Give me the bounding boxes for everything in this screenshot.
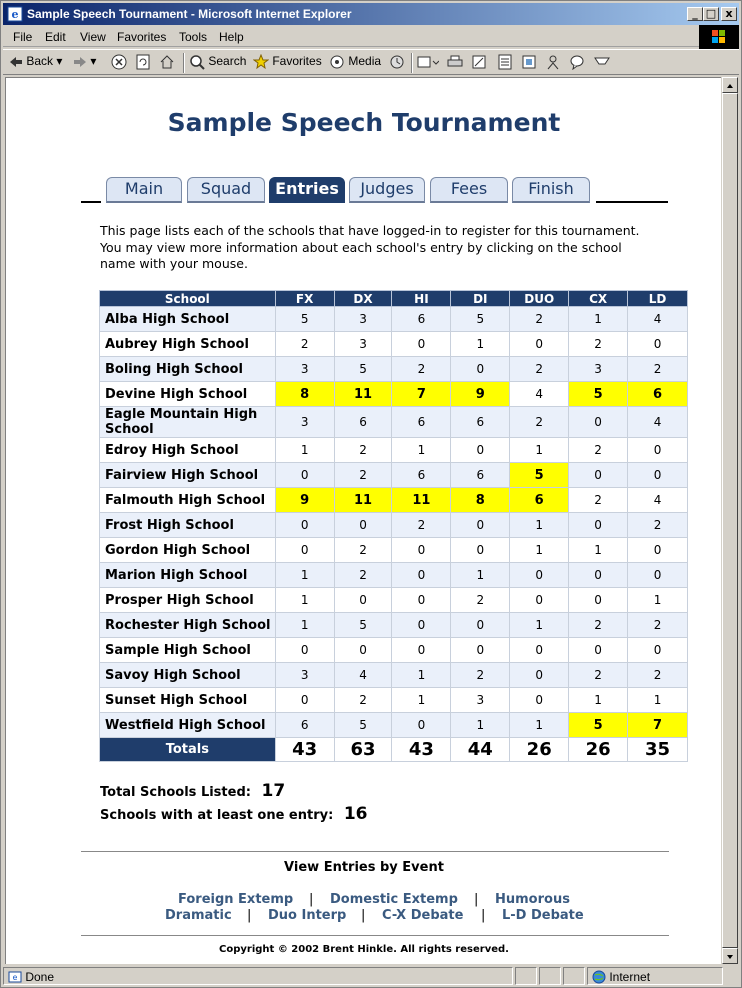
entry-count-cell: 2 [451,663,510,688]
entry-count-cell: 2 [334,538,392,563]
entry-count-cell: 0 [510,588,569,613]
entry-count-cell: 0 [451,613,510,638]
school-name-link[interactable]: Aubrey High School [100,332,276,357]
header-school: School [100,291,276,307]
copyright: Copyright © 2002 Brent Hinkle. All rights reserved. [219,944,509,955]
messenger-button[interactable] [545,54,561,72]
entry-schools-value: 16 [343,804,368,824]
entry-count-cell: 1 [392,438,451,463]
link-separator: | [474,892,479,907]
tab-entries[interactable]: Entries [269,177,345,203]
school-name-link[interactable]: Prosper High School [100,588,276,613]
divider-top [81,851,669,852]
entry-count-cell: 0 [392,332,451,357]
entry-count-cell: 2 [569,332,628,357]
entry-count-cell: 0 [451,438,510,463]
entry-count-cell: 0 [392,538,451,563]
tab-main[interactable]: Main [106,177,182,203]
school-name-link[interactable]: Rochester High School [100,613,276,638]
discuss-icon [497,54,513,70]
entry-count-cell: 3 [275,407,334,438]
entry-count-cell: 5 [334,357,392,382]
entry-schools-label: Schools with at least one entry: [100,808,334,823]
messenger-icon [545,54,561,70]
favorites-label: Favorites [272,54,322,69]
research-button[interactable] [521,54,537,72]
entry-count-cell: 2 [392,357,451,382]
entry-count-cell: 3 [451,688,510,713]
page-title: Sample Speech Tournament [167,108,561,137]
link-separator: | [361,908,366,923]
menu-favorites[interactable]: Favorites [117,30,167,44]
discuss-button[interactable] [497,54,513,72]
vertical-scrollbar[interactable] [722,77,738,964]
link-separator: | [247,908,252,923]
school-name-link[interactable]: Sample High School [100,638,276,663]
entry-count-cell: 5 [334,613,392,638]
zone-text: Internet [609,970,651,984]
entry-count-cell: 2 [628,613,688,638]
entry-count-cell: 2 [275,332,334,357]
window-title: Sample Speech Tournament - Microsoft Internet Explorer [27,7,352,21]
school-name-link[interactable]: Falmouth High School [100,488,276,513]
entry-count-cell: 2 [334,563,392,588]
tab-squad[interactable]: Squad [187,177,265,203]
entry-count-cell: 0 [392,563,451,588]
entry-count-cell: 6 [451,463,510,488]
school-name-link[interactable]: Marion High School [100,563,276,588]
entry-count-cell: 1 [451,563,510,588]
total-value-cell: 63 [334,738,392,762]
tab-rule-left [81,201,101,203]
entry-count-cell: 2 [569,613,628,638]
entry-count-cell: 0 [569,463,628,488]
entry-count-cell: 2 [334,463,392,488]
header-dx: DX [334,291,392,307]
table-row [100,463,688,488]
header-fx: FX [275,291,334,307]
table-row [100,588,688,613]
entry-count-cell: 6 [628,382,688,407]
tab-finish[interactable]: Finish [512,177,590,203]
entry-count-cell: 0 [569,513,628,538]
total-value-cell: 26 [569,738,628,762]
link-separator: | [481,908,486,923]
menu-file[interactable]: File [13,30,33,44]
entry-count-cell: 0 [392,638,451,663]
entry-schools-stat [100,804,368,824]
table-row [100,688,688,713]
search-icon [189,54,205,70]
entry-count-cell: 5 [569,713,628,738]
entry-count-cell: 6 [275,713,334,738]
table-row [100,307,688,332]
total-value-cell: 43 [275,738,334,762]
mail-icon [417,54,439,70]
home-button[interactable] [159,54,175,72]
entry-count-cell: 3 [275,357,334,382]
entry-count-cell: 2 [451,588,510,613]
entry-count-cell: 0 [628,563,688,588]
link-cx-debate[interactable]: C-X Debate [382,908,464,923]
entry-count-cell: 3 [275,663,334,688]
school-name-link[interactable]: Gordon High School [100,538,276,563]
history-button[interactable] [389,54,405,72]
zone-panel [587,967,723,985]
school-name-link[interactable]: Eagle Mountain High School [100,407,276,438]
search-button[interactable] [189,54,246,72]
view-by-event-heading: View Entries by Event [284,860,444,875]
mail-button[interactable] [417,54,439,72]
back-arrow-icon [9,55,23,69]
entry-count-cell: 1 [510,713,569,738]
entry-count-cell: 0 [510,563,569,588]
svg-text:e: e [11,8,19,21]
total-schools-value: 17 [261,781,286,801]
entry-count-cell: 5 [510,463,569,488]
intro-text: This page lists each of the schools that have logged-in to register for this tournament. You may view more information about each school's entry by clicking on the school name with your mouse. [100,223,640,271]
entry-count-cell: 1 [275,588,334,613]
divider-bottom [81,935,669,936]
entry-count-cell: 0 [451,357,510,382]
table-row [100,513,688,538]
entry-count-cell: 2 [510,307,569,332]
entry-count-cell: 0 [510,638,569,663]
link-ld-debate[interactable]: L-D Debate [502,908,584,923]
entry-count-cell: 1 [510,438,569,463]
entry-count-cell: 6 [510,488,569,513]
table-row [100,638,688,663]
entry-count-cell: 3 [334,307,392,332]
tools-extra-icon [593,54,611,70]
header-hi: HI [392,291,451,307]
link-humorous[interactable]: Humorous [495,892,570,907]
school-name-link[interactable]: Frost High School [100,513,276,538]
entry-count-cell: 5 [569,382,628,407]
tools-extra-button[interactable] [593,54,611,72]
entry-count-cell: 3 [334,332,392,357]
svg-text:e: e [12,973,18,982]
entry-count-cell: 4 [628,307,688,332]
entry-count-cell: 7 [628,713,688,738]
entry-count-cell: 2 [392,513,451,538]
header-ld: LD [628,291,688,307]
entry-count-cell: 0 [451,513,510,538]
entry-count-cell: 0 [451,638,510,663]
table-row [100,563,688,588]
print-button[interactable] [447,54,463,72]
status-text: Done [25,970,55,984]
link-foreign-extemp[interactable]: Foreign Extemp [178,892,294,907]
entry-count-cell: 1 [392,663,451,688]
scroll-thumb[interactable] [722,93,738,948]
table-row [100,713,688,738]
edit-button[interactable] [471,54,487,72]
menu-tools[interactable]: Tools [179,30,208,44]
school-name-link[interactable]: Westfield High School [100,713,276,738]
entry-count-cell: 2 [628,513,688,538]
entry-count-cell: 1 [569,307,628,332]
total-schools-label: Total Schools Listed: [100,785,251,800]
menu-bar [3,27,739,47]
entry-count-cell: 1 [569,538,628,563]
entry-count-cell: 1 [275,438,334,463]
menu-edit[interactable]: Edit [45,30,66,44]
link-duo-interp[interactable]: Duo Interp [268,908,347,923]
entry-count-cell: 6 [451,407,510,438]
entry-count-cell: 0 [628,332,688,357]
menu-help[interactable]: Help [219,30,244,44]
forward-button[interactable]: ▾ [73,54,96,72]
table-body [100,307,688,762]
entry-count-cell: 4 [510,382,569,407]
entry-count-cell: 0 [569,638,628,663]
entry-count-cell: 0 [334,588,392,613]
menu-view[interactable]: View [80,30,106,44]
media-label: Media [348,54,382,69]
school-name-link[interactable]: Alba High School [100,307,276,332]
forward-arrow-icon [73,55,87,69]
entry-count-cell: 4 [334,663,392,688]
research-icon [521,54,537,70]
favorites-button[interactable] [253,54,322,72]
entry-count-cell: 0 [510,663,569,688]
table-header-row [100,291,688,307]
chat-button[interactable] [569,54,585,72]
header-cx: CX [569,291,628,307]
school-name-link[interactable]: Devine High School [100,382,276,407]
entry-count-cell: 9 [275,488,334,513]
entry-count-cell: 2 [510,407,569,438]
entry-count-cell: 2 [334,438,392,463]
entry-count-cell: 6 [392,307,451,332]
totals-label: Totals [100,738,276,762]
table-row [100,332,688,357]
internet-globe-icon [592,970,606,984]
history-icon [389,54,405,70]
ie-icon [7,6,23,22]
entry-count-cell: 1 [275,563,334,588]
entry-count-cell: 11 [334,382,392,407]
back-button[interactable]: Back ▾ [9,54,62,72]
entry-count-cell: 0 [275,463,334,488]
entry-count-cell: 2 [628,357,688,382]
entry-count-cell: 7 [392,382,451,407]
entry-count-cell: 2 [334,688,392,713]
entry-count-cell: 1 [510,513,569,538]
entry-count-cell: 2 [569,663,628,688]
stop-icon [111,54,127,70]
entries-table [99,290,688,762]
minimize-button[interactable]: _ [687,7,703,21]
table-row [100,357,688,382]
entry-count-cell: 4 [628,488,688,513]
entry-count-cell: 0 [510,688,569,713]
entry-count-cell: 2 [569,488,628,513]
entry-count-cell: 1 [275,613,334,638]
entry-count-cell: 0 [275,538,334,563]
entry-count-cell: 0 [334,513,392,538]
entry-count-cell: 0 [275,513,334,538]
back-label: Back [26,54,54,68]
tab-rule-right [596,201,668,203]
link-separator: | [309,892,314,907]
media-icon [329,54,345,70]
page-viewport [5,77,721,964]
windows-logo-icon [699,25,739,49]
entry-count-cell: 3 [569,357,628,382]
total-schools-stat [100,781,285,801]
table-row [100,613,688,638]
entry-count-cell: 1 [569,688,628,713]
favorites-icon [253,54,269,70]
entry-count-cell: 0 [451,538,510,563]
scroll-up-icon [723,79,737,93]
table-row [100,438,688,463]
school-name-link[interactable]: Sunset High School [100,688,276,713]
entry-count-cell: 1 [628,688,688,713]
page-done-icon [8,971,22,983]
entry-count-cell: 8 [275,382,334,407]
entry-count-cell: 0 [628,638,688,663]
school-name-link[interactable]: Boling High School [100,357,276,382]
entry-count-cell: 2 [510,357,569,382]
entry-count-cell: 2 [569,438,628,463]
entry-count-cell: 1 [510,538,569,563]
total-value-cell: 43 [392,738,451,762]
entry-count-cell: 0 [628,463,688,488]
maximize-button[interactable]: □ [703,7,719,21]
entry-count-cell: 1 [392,688,451,713]
entry-count-cell: 0 [392,713,451,738]
scroll-down-icon [723,950,737,964]
entry-count-cell: 0 [510,332,569,357]
tab-fees[interactable]: Fees [430,177,508,203]
entry-count-cell: 11 [334,488,392,513]
close-button[interactable]: x [721,7,737,21]
table-row [100,382,688,407]
totals-row [100,738,688,762]
media-button[interactable] [329,54,381,72]
entry-count-cell: 1 [451,332,510,357]
table-row [100,538,688,563]
entry-count-cell: 0 [628,438,688,463]
entry-count-cell: 0 [334,638,392,663]
header-duo: DUO [510,291,569,307]
status-bar [3,966,739,986]
header-di: DI [451,291,510,307]
chat-icon [569,54,585,70]
link-dramatic[interactable]: Dramatic [165,908,232,923]
entry-count-cell: 0 [569,588,628,613]
status-text-panel [3,967,513,985]
refresh-button[interactable] [135,54,151,72]
home-icon [159,54,175,70]
entry-count-cell: 6 [392,463,451,488]
entry-count-cell: 2 [628,663,688,688]
entry-count-cell: 0 [628,538,688,563]
table-row [100,488,688,513]
entry-count-cell: 5 [275,307,334,332]
entry-count-cell: 0 [275,688,334,713]
scroll-down-button[interactable] [722,948,738,964]
print-icon [447,54,463,70]
toolbar [3,49,739,75]
entry-count-cell: 6 [334,407,392,438]
search-label: Search [208,54,247,69]
entry-count-cell: 8 [451,488,510,513]
entry-count-cell: 11 [392,488,451,513]
entry-count-cell: 4 [628,407,688,438]
school-name-link[interactable]: Edroy High School [100,438,276,463]
entry-count-cell: 0 [392,588,451,613]
table-row [100,663,688,688]
entry-count-cell: 0 [275,638,334,663]
table-row [100,407,688,438]
entry-count-cell: 0 [569,407,628,438]
school-name-link[interactable]: Savoy High School [100,663,276,688]
total-value-cell: 26 [510,738,569,762]
entry-count-cell: 1 [451,713,510,738]
entry-count-cell: 1 [510,613,569,638]
entry-count-cell: 6 [392,407,451,438]
refresh-icon [135,54,151,70]
entry-count-cell: 1 [628,588,688,613]
entry-count-cell: 5 [451,307,510,332]
title-bar [3,3,739,25]
school-name-link[interactable]: Fairview High School [100,463,276,488]
entry-count-cell: 9 [451,382,510,407]
total-value-cell: 35 [628,738,688,762]
total-value-cell: 44 [451,738,510,762]
tab-judges[interactable]: Judges [349,177,425,203]
stop-button[interactable] [111,54,127,72]
entry-count-cell: 0 [569,563,628,588]
edit-icon [471,54,487,70]
entry-count-cell: 0 [392,613,451,638]
link-domestic-extemp[interactable]: Domestic Extemp [330,892,458,907]
scroll-up-button[interactable] [722,77,738,93]
entry-count-cell: 5 [334,713,392,738]
